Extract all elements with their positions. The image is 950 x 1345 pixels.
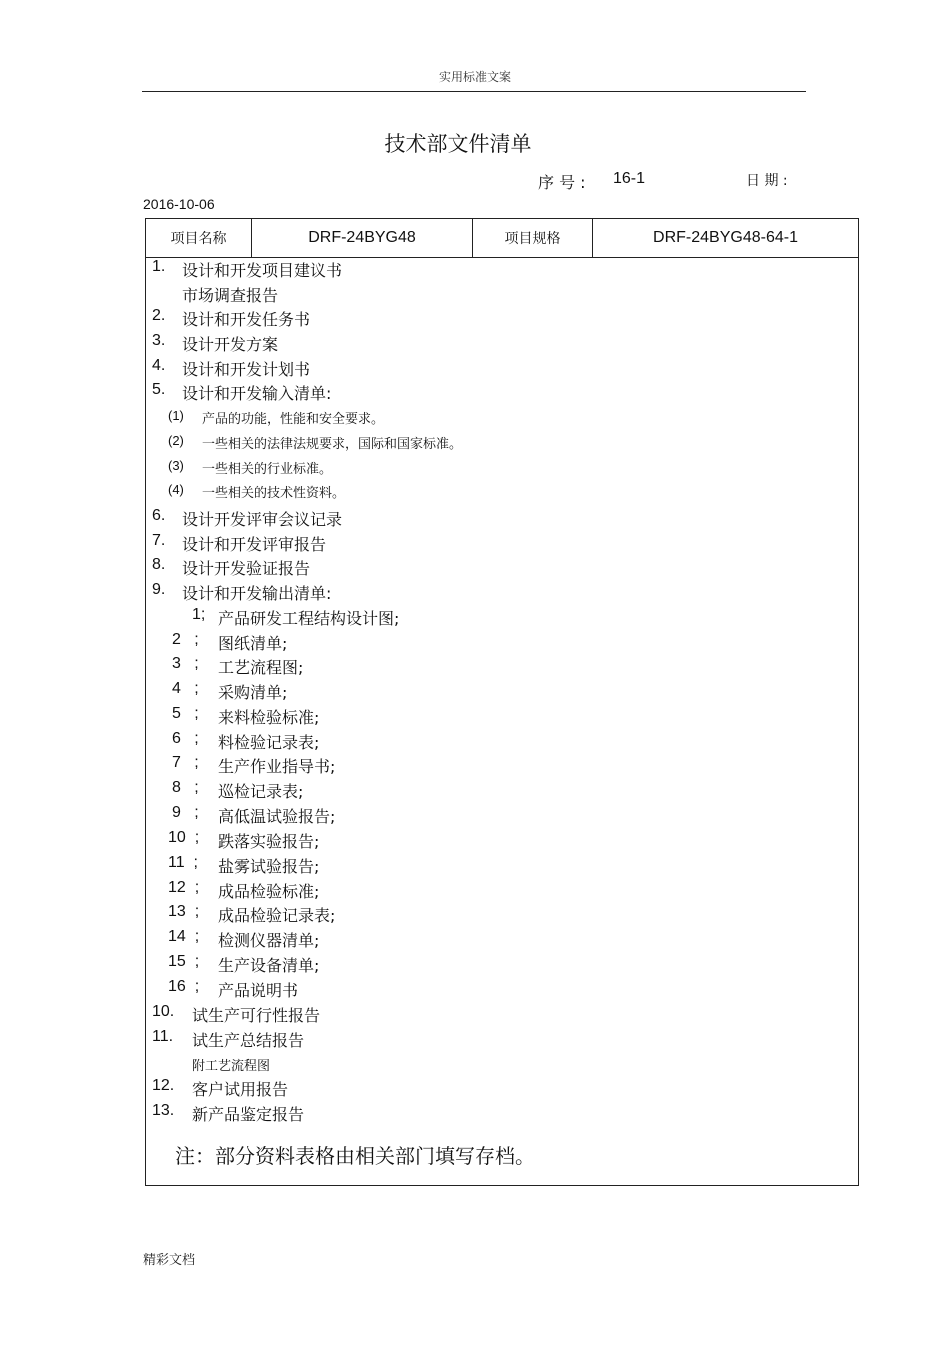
date-value: 2016-10-06 [143, 196, 215, 212]
project-name-label: 项目名称 [146, 219, 252, 257]
page-header: 实用标准文案 [438, 70, 511, 84]
header-divider [142, 91, 806, 92]
project-name-value: DRF-24BYG48 [252, 219, 473, 257]
project-spec-value: DRF-24BYG48-64-1 [653, 229, 798, 246]
file-list-table: 项目名称 DRF-24BYG48 项目规格 DRF-24BYG48-64-1 1. 设计和开发项目建议书 市场调查报告 2. 设计和开发任务书 3. 设计开发方案 4. 设计和开发计划书 5. 设计和开发输入清单: (1) 产品的功能，性能和安全要求。 (2) 一些相关的法律法规要求，国际和国家标准。 (3) 一些相关的行业标准。 (4) 一些相关的技术性资料。 6. 设计开发评审会议记录 7. 设计和开发评审报告 8. 设计开发验证报告 9. 设计和开发输出清单: 1; 产品研发工程结构设计图; 2 ; 图纸清单; 3 ; 工艺流程图; 4 ; 采购清单; 5 ; 来料检验标准; 6 ; 料检验记录表; 7 ; 生产作业指导书; 8 ; 巡检记录表; 9 ; 高低温试验报告; 10 ; 跌落实验报告; 11 ; 盐雾试验报告; 12 ; 成品检验标准; 13 ; 成品检验记录表; 14 ; 检测仪器清单; 15 ; 生产设备清单; 16 ; 产品说明书 10. 试生产可行性报告 11. 试生产总结报告 附工艺流程图 12. 客户试用报告 13. 新产品鉴定报告 注：部分资料表格由相关部门填写存档。 [145, 218, 859, 1186]
date-label: 日 期 : [746, 173, 788, 189]
document-title: 技术部文件清单 [384, 132, 532, 156]
project-spec-label: 项目规格 [473, 219, 593, 257]
note-text: 注：部分资料表格由相关部门填写存档。 [175, 1144, 535, 1168]
table-header-row [146, 219, 858, 258]
seq-value: 16-1 [613, 170, 646, 187]
page-footer: 精彩文档 [143, 1253, 196, 1268]
seq-label: 序 号 : [538, 173, 586, 192]
